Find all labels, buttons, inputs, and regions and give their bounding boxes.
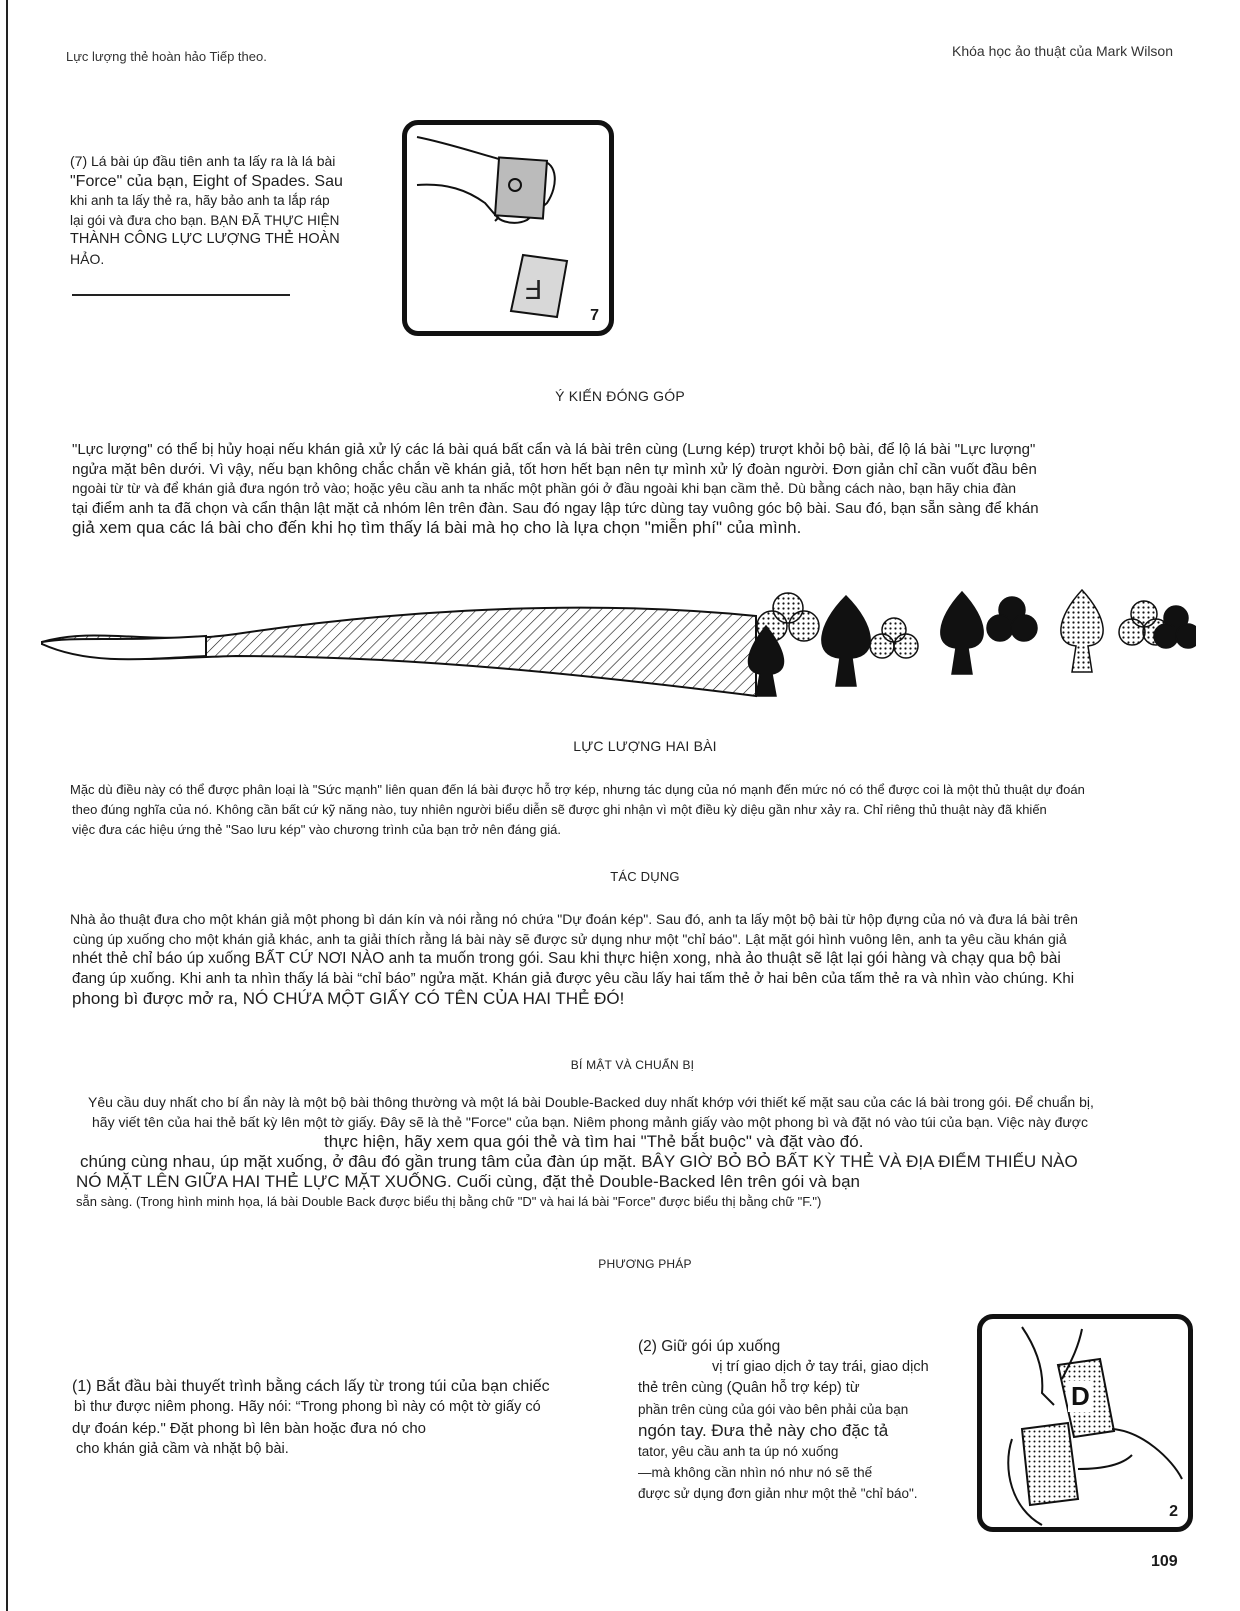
section-heading-method: PHƯƠNG PHÁP [598, 1257, 692, 1271]
comments-paragraph [72, 440, 1039, 538]
card-spread-illustration [36, 586, 1196, 716]
step1-line: bì thư được niêm phong. Hãy nói: “Trong phong bì này có một tờ giấy có [74, 1399, 541, 1415]
secret-line: sẵn sàng. (Trong hình minh họa, lá bài Double Back được biểu thị bằng chữ "D" và hai lá bài "Force" được biểu thị bằng chữ "F.") [76, 1194, 822, 1209]
step7-line: lại gói và đưa cho bạn. BẠN ĐÃ THỰC HIỆN [70, 212, 340, 228]
page-number: 109 [1151, 1553, 1178, 1570]
figure-7-illustration [407, 125, 609, 331]
figure-number: 2 [1169, 1503, 1178, 1520]
two-card-paragraph [70, 780, 1085, 840]
step1-line: cho khán giả cầm và nhặt bộ bài. [76, 1441, 289, 1457]
step2-line: (2) Giữ gói úp xuống [638, 1338, 781, 1355]
secret-line: chúng cùng nhau, úp mặt xuống, ở đâu đó gần trung tâm của đàn úp mặt. BÂY GIỜ BỎ BỎ BẤT KỲ THẺ VÀ ĐỊA ĐIỂM THIẾU NÀO [80, 1152, 1078, 1171]
step7-line: THÀNH CÔNG LỰC LƯỢNG THẺ HOÀN [70, 231, 340, 247]
effect-line: Nhà ảo thuật đưa cho một khán giả một phong bì dán kín và nói rằng nó chứa "Dự đoán kép". Sau đó, anh ta lấy một bộ bài từ hộp đựng của nó và đưa lá bài trên [70, 911, 1078, 927]
step1-line: dự đoán kép." Đặt phong bì lên bàn hoặc đưa nó cho [72, 1420, 427, 1437]
step2-line: ngón tay. Đưa thẻ này cho đặc tả [638, 1421, 889, 1440]
figure-number: 7 [590, 307, 599, 324]
step1-line: (1) Bắt đầu bài thuyết trình bằng cách lấy từ trong túi của bạn chiếc [72, 1378, 550, 1395]
step7-line: khi anh ta lấy thẻ ra, hãy bảo anh ta lắp ráp [70, 193, 330, 208]
effect-paragraph [70, 909, 1078, 1009]
comments-line: "Lực lượng" có thể bị hủy hoại nếu khán giả xử lý các lá bài quá bất cẩn và lá bài trên cùng (Lưng kép) trượt khỏi bộ bài, để lộ lá bài "Lực lượng" [72, 441, 1036, 458]
effect-line: cùng úp xuống cho một khán giả khác, anh ta giải thích rằng lá bài này sẽ được sử dụng như một "chỉ báo". Lật mặt gói hình vuông lên, anh ta yêu cầu khán giả [73, 931, 1067, 947]
step2-line: được sử dụng đơn giản như một thẻ "chỉ báo". [638, 1486, 918, 1501]
secret-line: thực hiện, hãy xem qua gói thẻ và tìm hai "Thẻ bắt buộc" và đặt vào đó. [324, 1132, 864, 1151]
secret-line: NÓ MẶT LÊN GIỮA HAI THẺ LỰC MẶT XUỐNG. Cuối cùng, đặt thẻ Double-Backed lên trên gói và bạn [76, 1172, 860, 1191]
step7-line: HẢO. [70, 250, 105, 267]
step2-line: vị trí giao dịch ở tay trái, giao dịch [712, 1359, 929, 1375]
step7-underline [72, 294, 290, 296]
secret-paragraph [76, 1092, 1166, 1212]
step7-line: "Force" của bạn, Eight of Spades. Sau [70, 172, 343, 190]
figure-2-illustration [982, 1319, 1188, 1527]
comments-line: giả xem qua các lá bài cho đến khi họ tìm thấy lá bài mà họ cho là lựa chọn "miễn phí" của mình. [72, 518, 802, 537]
figure-7-frame [402, 120, 614, 336]
step7-text [70, 152, 390, 269]
section-heading-two-card-force: LỰC LƯỢNG HAI BÀI [573, 738, 717, 754]
step2-text [638, 1336, 958, 1504]
comments-line: ngửa mặt bên dưới. Vì vậy, nếu bạn không chắc chắn về khán giả, tốt hơn hết bạn nên tự mình xử lý đoàn người. Đơn giản chỉ cần vuốt đầu bên [72, 460, 1037, 478]
secret-line: Yêu cầu duy nhất cho bí ẩn này là một bộ bài thông thường và một lá bài Double-Backed duy nhất khớp với thiết kế mặt sau của các lá bài trong gói. Để chuẩn bị, [88, 1094, 1094, 1110]
two-card-line: theo đúng nghĩa của nó. Không cần bất cứ kỹ năng nào, tuy nhiên người biểu diễn sẽ được ghi nhận vì một điều kỳ diệu gần như xảy ra. Chỉ riêng thủ thuật này đã khiến [72, 802, 1047, 817]
running-header-left: Lực lượng thẻ hoàn hảo Tiếp theo. [66, 49, 267, 64]
comments-line: tại điểm anh ta đã chọn và cẩn thận lật mặt cả nhóm lên trên đàn. Sau đó ngay lập tức dùng tay vuông góc bộ bài. Sau đó, bạn sẵn sàng để khán [72, 499, 1039, 517]
page-edge-line [6, 0, 8, 1611]
step2-line: phần trên cùng của gói vào bên phải của bạn [638, 1402, 909, 1417]
card-letter-d: D [1068, 1381, 1093, 1412]
section-heading-effect: TÁC DỤNG [610, 869, 680, 884]
effect-line: nhét thẻ chỉ báo úp xuống BẤT CỨ NƠI NÀO anh ta muốn trong gói. Sau khi thực hiện xong, nhà ảo thuật sẽ lật lại gói hàng và chạy qua bộ bài [72, 950, 1061, 967]
step2-line: —mà không cần nhìn nó như nó sẽ thế [638, 1465, 873, 1480]
comments-line: ngoài từ từ và để khán giả đưa ngón trỏ vào; hoặc yêu cầu anh ta nhấc một phần gói ở đầu ngoài khi bạn cầm thẻ. Dù bằng cách nào, bạn hãy chia đàn [72, 480, 1017, 496]
two-card-line: việc đưa các hiệu ứng thẻ "Sao lưu kép" vào chương trình của bạn trở nên đáng giá. [72, 822, 561, 837]
step2-line: thẻ trên cùng (Quân hỗ trợ kép) từ [638, 1380, 860, 1396]
effect-line: đang úp xuống. Khi anh ta nhìn thấy lá bài “chỉ báo” ngửa mặt. Khán giả được yêu cầu lấy hai tấm thẻ ở hai bên của tấm thẻ ra và nhìn vào chúng. Khi [72, 970, 1075, 987]
effect-line: phong bì được mở ra, NÓ CHỨA MỘT GIẤY CÓ TÊN CỦA HAI THẺ ĐÓ! [72, 989, 625, 1008]
two-card-line: Mặc dù điều này có thể được phân loại là "Sức mạnh" liên quan đến lá bài được hỗ trợ kép, nhưng tác dụng của nó mạnh đến mức nó có thể được coi là một thủ thuật dự đoán [70, 782, 1085, 797]
card-letter-f: F [525, 274, 543, 305]
step2-line: tator, yêu cầu anh ta úp nó xuống [638, 1444, 839, 1459]
secret-line: hãy viết tên của hai thẻ bất kỳ lên một tờ giấy. Đây sẽ là thẻ "Force" của bạn. Niêm phong mảnh giấy vào một phong bì và đặt nó vào túi của bạn. Việc này được [92, 1114, 1088, 1130]
section-heading-comments: Ý KIẾN ĐÓNG GÓP [555, 388, 685, 404]
section-heading-secret: BÍ MẬT VÀ CHUẨN BỊ [570, 1058, 695, 1072]
running-header-right: Khóa học ảo thuật của Mark Wilson [952, 43, 1174, 59]
step1-text [72, 1376, 550, 1460]
step7-line: (7) Lá bài úp đầu tiên anh ta lấy ra là lá bài [70, 153, 336, 169]
figure-2-frame [977, 1314, 1193, 1532]
